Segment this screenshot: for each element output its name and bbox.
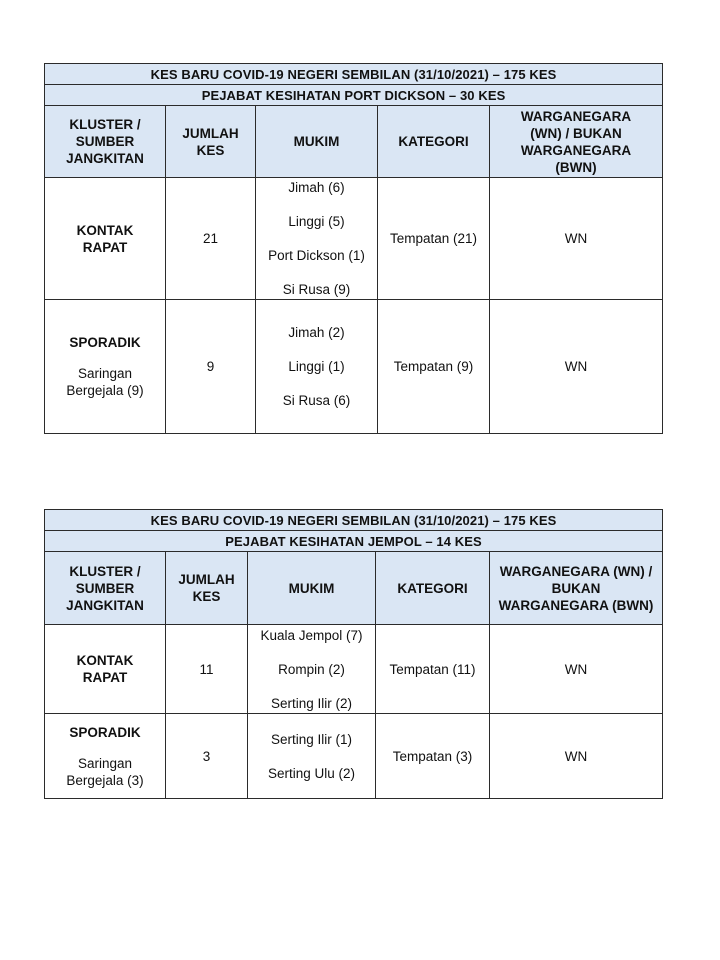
mukim-item: Si Rusa (9) <box>282 282 351 297</box>
table-row <box>45 300 663 434</box>
header-category: KATEGORI <box>378 106 490 178</box>
cluster-subtype: Saringan Bergejala (3) <box>66 755 144 788</box>
mukim-item: Jimah (6) <box>288 180 345 195</box>
cluster-name: SPORADIK <box>69 724 141 740</box>
table-title: KES BARU COVID-19 NEGERI SEMBILAN (31/10/2021) – 175 KES <box>45 64 663 85</box>
mukim-item: Kuala Jempol (7) <box>260 627 363 643</box>
jempol-table <box>44 509 663 799</box>
mukim-cell <box>248 714 376 799</box>
cluster-cell <box>45 714 166 799</box>
citizenship-cell: WN <box>490 714 663 799</box>
header-mukim: MUKIM <box>256 106 378 178</box>
header-cases: JUMLAH KES <box>166 106 256 178</box>
cases-cell: 21 <box>166 178 256 300</box>
cluster-name: KONTAK RAPAT <box>76 653 134 685</box>
cluster-cell <box>45 300 166 434</box>
citizenship-cell: WN <box>490 625 663 714</box>
table-subtitle: PEJABAT KESIHATAN PORT DICKSON – 30 KES <box>45 85 663 106</box>
category-cell: Tempatan (11) <box>376 625 490 714</box>
table-row <box>45 625 663 714</box>
table-title: KES BARU COVID-19 NEGERI SEMBILAN (31/10/2021) – 175 KES <box>45 510 663 531</box>
table-row <box>45 178 663 300</box>
cluster-name: SPORADIK <box>69 335 141 350</box>
header-cases: JUMLAH KES <box>166 552 248 625</box>
table-subtitle: PEJABAT KESIHATAN JEMPOL – 14 KES <box>45 531 663 552</box>
mukim-item: Si Rusa (6) <box>282 393 351 408</box>
cluster-cell <box>45 625 166 714</box>
header-mukim: MUKIM <box>248 552 376 625</box>
category-cell: Tempatan (21) <box>378 178 490 300</box>
mukim-item: Jimah (2) <box>288 325 345 340</box>
citizenship-cell: WN <box>490 300 663 434</box>
cluster-cell <box>45 178 166 300</box>
mukim-item: Serting Ilir (2) <box>270 695 353 711</box>
header-cluster: KLUSTER / SUMBER JANGKITAN <box>45 552 166 625</box>
cluster-subtype: Saringan Bergejala (9) <box>66 366 144 398</box>
mukim-item: Serting Ulu (2) <box>267 765 356 781</box>
mukim-cell <box>248 625 376 714</box>
mukim-item: Rompin (2) <box>278 661 345 677</box>
cases-cell: 3 <box>166 714 248 799</box>
mukim-cell <box>256 178 378 300</box>
category-cell: Tempatan (3) <box>376 714 490 799</box>
header-cluster: KLUSTER / SUMBER JANGKITAN <box>45 106 166 178</box>
mukim-item: Linggi (5) <box>288 214 345 229</box>
citizenship-cell: WN <box>490 178 663 300</box>
mukim-cell <box>256 300 378 434</box>
port-dickson-table <box>44 63 663 434</box>
mukim-item: Linggi (1) <box>288 359 345 374</box>
mukim-item: Port Dickson (1) <box>268 248 365 263</box>
header-category: KATEGORI <box>376 552 490 625</box>
table-row <box>45 714 663 799</box>
category-cell: Tempatan (9) <box>378 300 490 434</box>
header-citizenship: WARGANEGARA (WN) / BUKAN WARGANEGARA (BWN) <box>490 106 663 178</box>
cases-cell: 9 <box>166 300 256 434</box>
header-citizenship: WARGANEGARA (WN) / BUKAN WARGANEGARA (BWN) <box>490 552 663 625</box>
cases-cell: 11 <box>166 625 248 714</box>
mukim-item: Serting Ilir (1) <box>270 731 353 747</box>
cluster-name: KONTAK RAPAT <box>76 222 134 255</box>
